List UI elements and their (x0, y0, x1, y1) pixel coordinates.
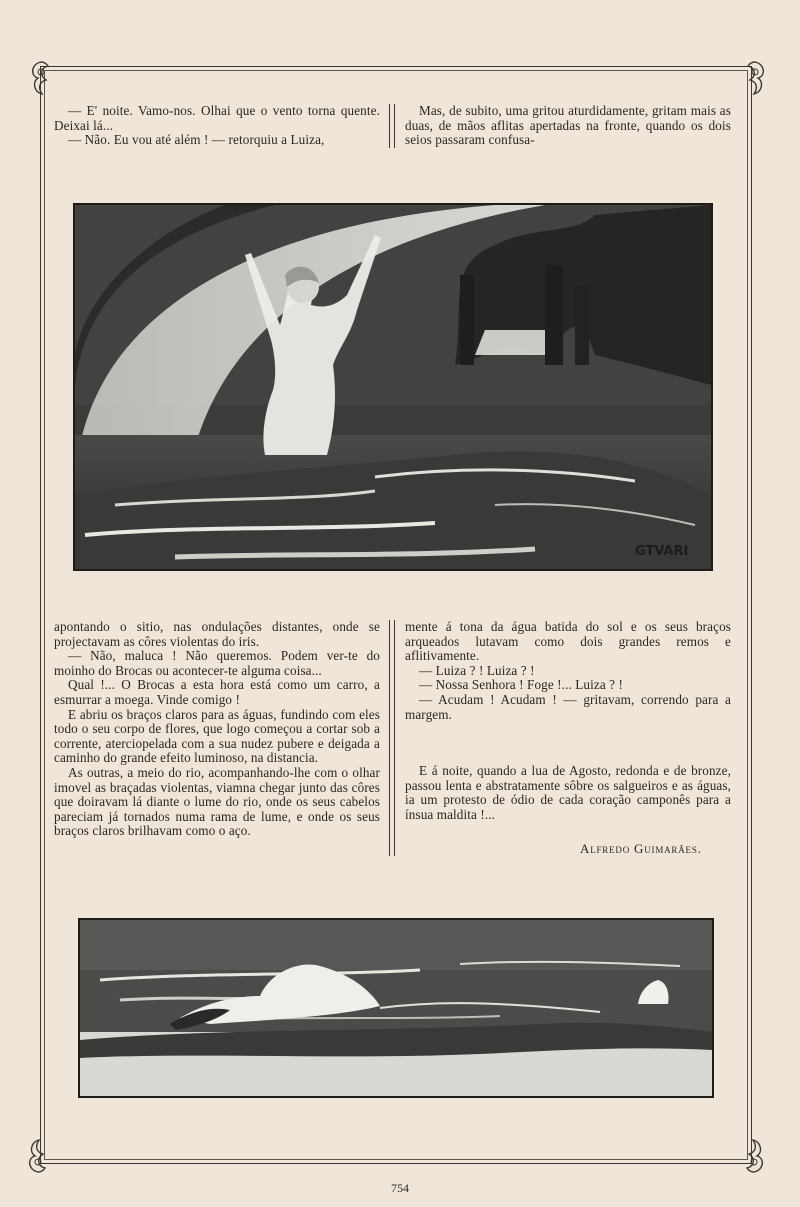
bather-rainbow-image (75, 205, 711, 569)
drowned-figure-image (80, 920, 712, 1096)
column-divider (389, 104, 395, 148)
paragraph: — Luiza ? ! Luiza ? ! (419, 662, 535, 678)
corner-ornament-icon (738, 1138, 768, 1174)
paragraph: — Não, maluca ! Não queremos. Podem ver-te do moinho do Brocas ou acontecer-te alguma coisa... (54, 648, 380, 678)
paragraph: E á noite, quando a lua de Agosto, redonda e de bronze, passou lenta e abstratamente sôbre os salgueiros e as águas, ia um protesto de ódio de cada coração camponês para a ínsua maldita !... (405, 763, 731, 822)
paragraph: E abriu os braços claros para as águas, fundindo com eles todo o seu corpo de flores, que logo começou a cortar sob a corrente, aterciopelada com a sua nudez pubere e deigada a caminho do grande efeito luminoso, na distancia. (54, 706, 380, 766)
corner-ornament-icon (740, 60, 770, 96)
column-divider (389, 620, 395, 856)
text-column-top-left (54, 104, 380, 148)
illustration-bather-rainbow (73, 203, 713, 571)
illustration-drowned-figure (78, 918, 714, 1098)
text-column-bottom-left (54, 620, 380, 839)
text-column-bottom-right (405, 620, 731, 823)
text-column-top-right (405, 104, 731, 148)
paragraph: Mas, de subito, uma gritou aturdidamente, gritam mais as duas, de mãos aflitas apertadas na fronte, quando os dois seios passaram confusa- (405, 103, 731, 148)
corner-ornament-icon (26, 60, 56, 96)
paragraph: mente á tona da água batida do sol e os seus braços arqueados lutavam como dois grandes remos e aflitivamente. (405, 619, 731, 664)
paragraph: — Não. Eu vou até além ! — retorquiu a Luiza, (68, 132, 325, 148)
illustration-signature: GTVARI (635, 544, 689, 559)
corner-ornament-icon (24, 1138, 54, 1174)
page-number: 754 (391, 1181, 409, 1195)
paragraph: — Acudam ! Acudam ! — gritavam, correndo para a margem. (405, 691, 731, 722)
paragraph: — E' noite. Vamo-nos. Olhai que o vento torna quente. Deixai lá... (54, 103, 380, 133)
paragraph: — Nossa Senhora ! Foge !... Luiza ? ! (419, 677, 624, 693)
author-signature: Alfredo Guimarães. (580, 841, 702, 856)
paragraph: apontando o sitio, nas ondulações distantes, onde se projectavam as côres violentas do iris. (54, 619, 380, 649)
paragraph: Qual !... O Brocas a esta hora está como um carro, a esmurrar a moega. Vinde comigo ! (54, 677, 380, 707)
paragraph: As outras, a meio do rio, acompanhando-lhe com o olhar imovel as braçadas violentas, viamna chegar junto das côres que doiravam lá diante o lume do rio, onde os seus cabelos pareciam já tornados numa rama de lume, e onde os seus braços claros brilhavam como o aço. (54, 764, 380, 839)
